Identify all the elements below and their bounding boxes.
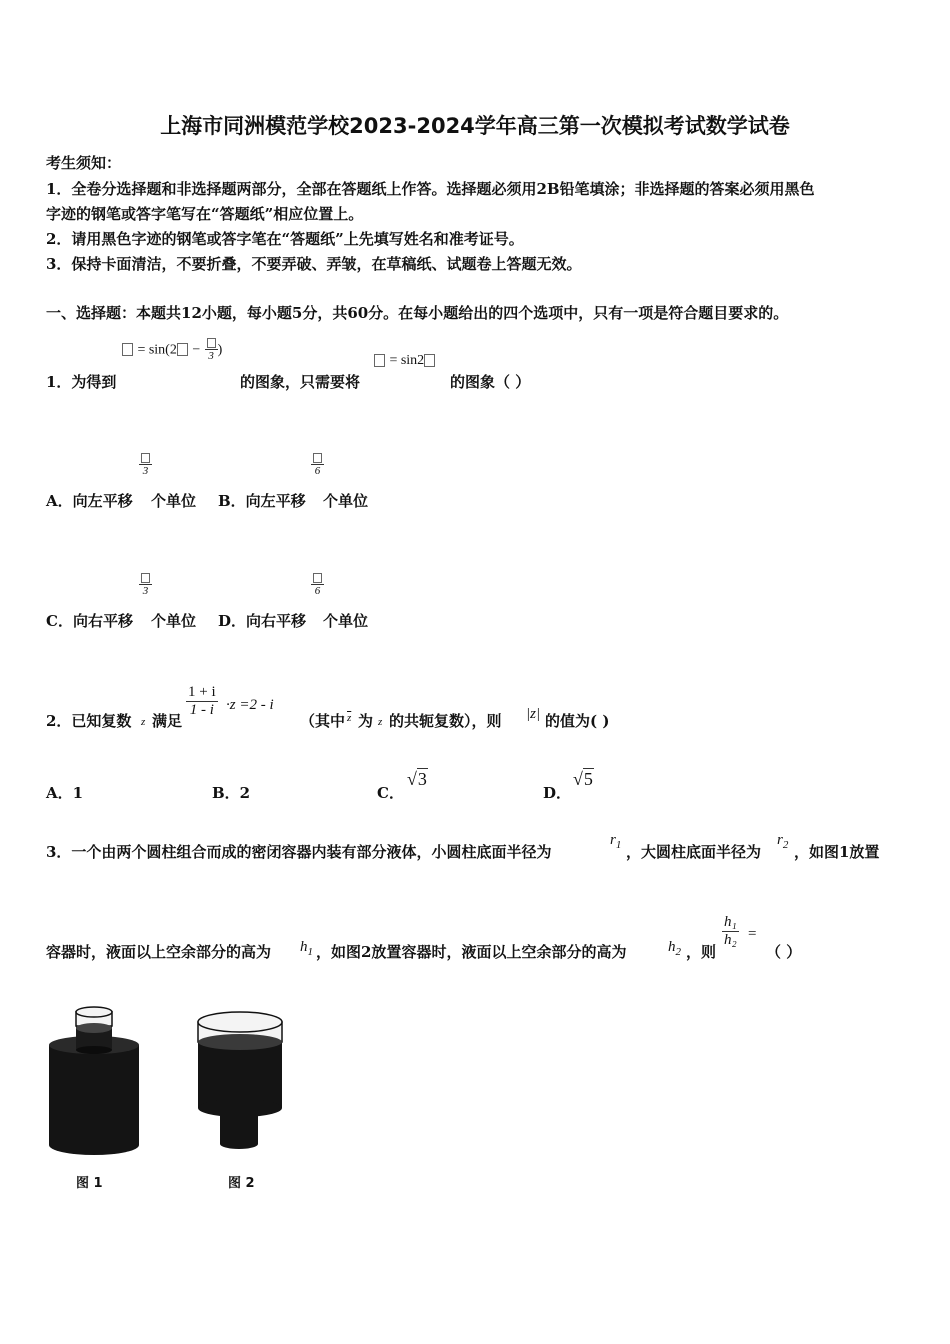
q3-line2c: ，则 — [686, 943, 717, 961]
page-title: 上海市同洲模范学校2023-2024学年高三第一次模拟考试数学试卷 — [160, 114, 790, 138]
q2-cond: 满足 — [152, 712, 183, 730]
q3-h2: $h_2$ — [668, 939, 681, 958]
section-heading: 一、选择题：本题共12小题，每小题5分，共60分。在每小题给出的四个选项中，只有一项是符合题目要求的。 — [46, 304, 789, 322]
figure-1-container-image — [44, 1000, 144, 1160]
q1-option-b[interactable]: B．向左平移 — [218, 492, 306, 510]
q2-option-d[interactable]: D． — [543, 784, 572, 802]
notice-item-1-cont: 字迹的钢笔或答字笔写在“答题纸”相应位置上。 — [46, 205, 364, 223]
q3-line1a: 3．一个由两个圆柱组合而成的密闭容器内装有部分液体，小圆柱底面半径为 — [46, 843, 552, 861]
placeholder-glyph — [122, 343, 133, 356]
figure-2-caption: 图 2 — [228, 1176, 255, 1191]
q2-tail: 的值为( ) — [545, 712, 610, 730]
q2-fraction: $\frac{1 + i}{1 - i}$ — [188, 684, 216, 718]
q2-paren-end: 的共轭复数），则 — [389, 712, 502, 730]
placeholder-glyph — [177, 343, 188, 356]
q3-r2: $r_2$ — [777, 832, 789, 851]
q1-optC-fraction: 3 — [139, 572, 152, 597]
q2-option-d-sqrt: √5 — [573, 769, 593, 789]
placeholder-glyph — [374, 354, 385, 367]
q1-formula-1: = sin(2 − 3 ) — [122, 337, 222, 362]
q1-option-c-unit: 个单位 — [151, 612, 197, 630]
q2-option-c[interactable]: C． — [377, 784, 404, 802]
q3-line1c: ，如图1放置 — [794, 843, 880, 861]
q3-r1: $r_1$ — [610, 832, 622, 851]
q1-fraction: 3 — [205, 337, 218, 362]
q3-ratio-fraction: $\frac{\text{h₁}}{\text{h₂}}$ — [724, 914, 737, 948]
q1-option-d[interactable]: D．向右平移 — [218, 612, 307, 630]
notice-item-1: 1．全卷分选择题和非选择题两部分，全部在答题纸上作答。选择题必须用2B铅笔填涂；非选择题的答案必须用黑色 — [46, 180, 815, 198]
q1-option-b-unit: 个单位 — [323, 492, 369, 510]
q2-option-b[interactable]: B．2 — [212, 784, 251, 802]
q2-var-z: z — [141, 716, 146, 728]
q2-paren-open: （其中 — [300, 712, 346, 730]
placeholder-glyph — [424, 354, 435, 367]
figure-1-caption: 图 1 — [76, 1176, 103, 1191]
q2-option-a[interactable]: A．1 — [46, 784, 84, 802]
q2-option-c-sqrt: √3 — [407, 769, 427, 789]
q2-equation: ·z =2 - i — [226, 697, 274, 713]
q2-zbar: $\overline{z}$ — [347, 712, 352, 724]
q1-option-d-unit: 个单位 — [323, 612, 369, 630]
q3-h1: $h_1$ — [300, 939, 313, 958]
q2-var-z-2: z — [378, 716, 383, 728]
q1-option-a[interactable]: A．向左平移 — [46, 492, 133, 510]
q3-equals: = — [748, 926, 757, 942]
notice-item-3: 3．保持卡面清洁，不要折叠，不要弄破、弄皱，在草稿纸、试题卷上答题无效。 — [46, 255, 582, 273]
figure-2-container-image — [194, 1004, 290, 1154]
notice-heading: 考生须知： — [46, 154, 122, 172]
q1-option-c[interactable]: C．向右平移 — [46, 612, 133, 630]
notice-item-2: 2．请用黑色字迹的钢笔或答字笔在“答题纸”上先填写姓名和准考证号。 — [46, 230, 524, 248]
q1-prefix: 1．为得到 — [46, 373, 117, 391]
q3-line2a: 容器时，液面以上空余部分的高为 — [46, 943, 272, 961]
q3-line2b: ，如图2放置容器时，液面以上空余部分的高为 — [316, 943, 627, 961]
q3-line1b: ，大圆柱底面半径为 — [626, 843, 762, 861]
q2-abs-z: |z| — [526, 706, 541, 722]
q1-optA-fraction: 3 — [139, 452, 152, 477]
q2-paren-mid: 为 — [358, 712, 374, 730]
q1-suffix: 的图象（ ） — [450, 373, 531, 391]
q3-answer-blank: （ ） — [766, 943, 802, 961]
q1-optB-fraction: 6 — [311, 452, 324, 477]
q2-prefix: 2．已知复数 — [46, 712, 132, 730]
q1-optD-fraction: 6 — [311, 572, 324, 597]
q1-formula-2: = sin2 — [374, 352, 435, 369]
q1-mid: 的图象，只需要将 — [240, 373, 361, 391]
q1-option-a-unit: 个单位 — [151, 492, 197, 510]
